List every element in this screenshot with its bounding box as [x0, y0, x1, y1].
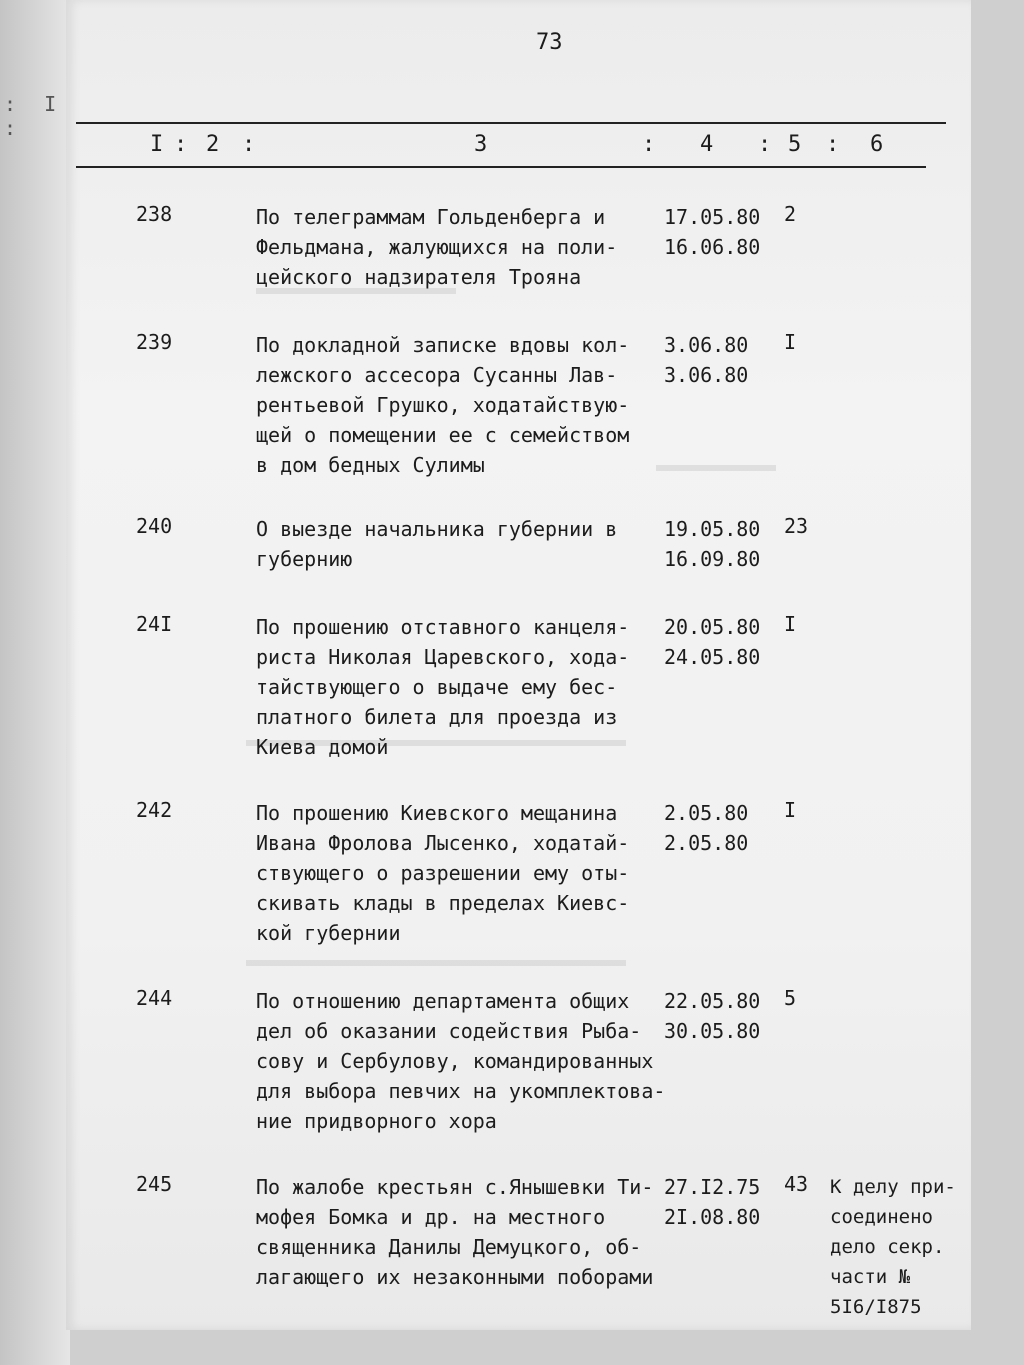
description-line: губернию	[256, 547, 353, 571]
entry-dates	[664, 986, 760, 1046]
end-date: 16.09.80	[664, 547, 761, 571]
description-line: тайствующего о выдаче ему бес-	[256, 675, 618, 699]
column-header-5: 5	[788, 132, 802, 157]
page-number: 73	[536, 30, 563, 55]
description-line: По прошению Киевского мещанина	[256, 801, 618, 825]
sheet-count: 23	[784, 514, 809, 538]
entry-dates	[664, 202, 760, 262]
description-line: священника Данилы Демуцкого, об-	[256, 1235, 642, 1259]
description-line: лежского ассесора Сусанны Лав-	[256, 363, 618, 387]
sheet-count: I	[784, 798, 797, 822]
end-date: 3.06.80	[664, 363, 749, 387]
note-line: части №	[830, 1266, 911, 1288]
entry-description	[256, 514, 676, 574]
start-date: 19.05.80	[664, 517, 761, 541]
description-line: По жалобе крестьян с.Янышевки Ти-	[256, 1175, 654, 1199]
document-page	[66, 0, 971, 1330]
description-line: рентьевой Грушко, ходатайствую-	[256, 393, 630, 417]
description-line: лагающего их незаконными поборами	[256, 1265, 654, 1289]
entry-number: 240	[136, 514, 173, 538]
sheet-count: I	[784, 330, 797, 354]
entry-description	[256, 612, 676, 762]
sheet-count: 2	[784, 202, 797, 226]
description-line: О выезде начальника губернии в	[256, 517, 618, 541]
column-header-4: 4	[700, 132, 714, 157]
adjacent-page-edge	[0, 0, 70, 1365]
entry-dates	[664, 514, 760, 574]
column-header-2: 2	[206, 132, 220, 157]
description-line: кой губернии	[256, 921, 401, 945]
description-line: в дом бедных Сулимы	[256, 453, 485, 477]
entry-dates	[664, 330, 748, 390]
column-separator: :	[758, 132, 772, 157]
entry-number: 238	[136, 202, 173, 226]
entry-description	[256, 798, 676, 948]
description-line: Ивана Фролова Лысенко, ходатай-	[256, 831, 630, 855]
end-date: 24.05.80	[664, 645, 761, 669]
entry-note	[830, 1172, 956, 1322]
end-date: 30.05.80	[664, 1019, 761, 1043]
entry-dates	[664, 612, 760, 672]
start-date: 22.05.80	[664, 989, 761, 1013]
end-date: 2.05.80	[664, 831, 749, 855]
header-rule-bottom	[76, 166, 926, 168]
description-line: платного билета для проезда из	[256, 705, 618, 729]
start-date: 2.05.80	[664, 801, 749, 825]
description-line: сову и Сербулову, командированных	[256, 1049, 654, 1073]
note-line: соединено	[830, 1206, 933, 1228]
description-line: щей о помещении ее с семейством	[256, 423, 630, 447]
sheet-count: I	[784, 612, 797, 636]
column-header-3: 3	[474, 132, 488, 157]
description-line: По докладной записке вдовы кол-	[256, 333, 630, 357]
description-line: мофея Бомка и др. на местного	[256, 1205, 606, 1229]
entry-dates	[664, 798, 748, 858]
description-line: риста Николая Царевского, хода-	[256, 645, 630, 669]
start-date: 20.05.80	[664, 615, 761, 639]
column-separator: :	[242, 132, 256, 157]
start-date: 17.05.80	[664, 205, 761, 229]
entry-number: 245	[136, 1172, 173, 1196]
sheet-count: 5	[784, 986, 797, 1010]
note-line: дело секр.	[830, 1236, 945, 1258]
description-line: ние придворного хора	[256, 1109, 497, 1133]
entry-dates	[664, 1172, 760, 1232]
entry-description	[256, 1172, 676, 1292]
description-line: для выбора певчих на укомплектова-	[256, 1079, 666, 1103]
column-separator: :	[826, 132, 840, 157]
description-line: По телеграммам Гольденберга и	[256, 205, 606, 229]
description-line: дел об оказании содействия Рыба-	[256, 1019, 642, 1043]
start-date: 27.I2.75	[664, 1175, 761, 1199]
note-line: 5I6/I875	[830, 1296, 922, 1318]
header-rule-top	[76, 122, 946, 124]
description-line: скивать клады в пределах Киевс-	[256, 891, 630, 915]
description-line: ствующего о разрешении ему оты-	[256, 861, 630, 885]
end-date: 16.06.80	[664, 235, 761, 259]
description-line: По прошению отставного канцеля-	[256, 615, 630, 639]
description-line: Киева домой	[256, 735, 389, 759]
column-header-6: 6	[870, 132, 884, 157]
end-date: 2I.08.80	[664, 1205, 761, 1229]
entry-description	[256, 986, 676, 1136]
column-header-1: I	[150, 132, 164, 157]
sheet-count: 43	[784, 1172, 809, 1196]
bleed-through-shadow	[246, 960, 626, 974]
entry-number: 24I	[136, 612, 173, 636]
column-separator: :	[642, 132, 656, 157]
start-date: 3.06.80	[664, 333, 749, 357]
description-line: По отношению департамента общих	[256, 989, 630, 1013]
entry-number: 242	[136, 798, 173, 822]
description-line: цейского надзирателя Трояна	[256, 265, 582, 289]
entry-description	[256, 330, 676, 480]
entry-number: 244	[136, 986, 173, 1010]
adjacent-page-mark: : I :	[4, 92, 65, 140]
entry-number: 239	[136, 330, 173, 354]
column-separator: :	[174, 132, 188, 157]
note-line: К делу при-	[830, 1176, 956, 1198]
entry-description	[256, 202, 676, 292]
description-line: Фельдмана, жалующихся на поли-	[256, 235, 618, 259]
